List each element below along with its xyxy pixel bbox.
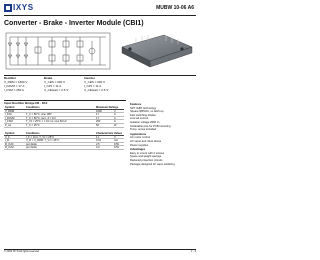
cell-conditions: per diode [26, 146, 37, 150]
cell-value: 3.0 [96, 146, 100, 150]
application-item: Power supplies [130, 143, 149, 147]
document-header [0, 0, 200, 15]
feature-item: Solderable pins for PCB mounting [130, 124, 171, 128]
cell-value: 2.5 [96, 142, 100, 146]
key-specs [4, 76, 124, 100]
spec-line: I_FSM = 250 A [4, 87, 24, 92]
col-header: Conditions [26, 132, 40, 135]
application-item: AC motor control [130, 136, 151, 140]
cell-conditions: per diode [26, 142, 37, 146]
spec-heading: Inverter [84, 76, 96, 80]
cell-symbol: P_tot [5, 123, 12, 127]
cell-conditions: T_C = 25°C [26, 123, 40, 127]
cell-symbol: R_thJH [5, 146, 14, 150]
cell-symbol: I_FSM [5, 120, 13, 124]
cell-unit: mA [114, 139, 118, 143]
max-ratings-table [4, 106, 124, 128]
spec-inverter [84, 76, 124, 91]
table-row [4, 124, 124, 128]
advantage-item: Reduced protection circuits [130, 158, 163, 162]
cell-unit: V [114, 109, 116, 113]
advantage-item: Easy to mount with 2 screws [130, 151, 165, 155]
feature-item: Low tail current [130, 117, 149, 121]
cell-conditions: T_VJ = 25°C; t = 10 ms; sine 50 Hz [26, 120, 67, 124]
cell-symbol: R_thJC [5, 142, 14, 146]
col-header: Symbol [5, 132, 15, 135]
cell-conditions: I_F = 10 A; T_VJ = 25°C [26, 135, 55, 139]
advantage-item: Space and weight savings [130, 155, 162, 159]
cell-symbol: I_FAV [5, 113, 12, 117]
col-header: Conditions [26, 106, 40, 109]
cell-value: 17 [96, 113, 99, 117]
cell-unit: K/W [114, 146, 119, 150]
spec-line: V_RRM = 1600 V [4, 80, 28, 84]
characteristics-table [4, 132, 124, 150]
cell-value: 50 [96, 123, 99, 127]
spec-rectifier [4, 76, 44, 91]
cell-value: 1600 [96, 109, 102, 113]
spec-line: V_CES = 600 V [44, 80, 66, 84]
cell-symbol: I_DAVM [5, 116, 15, 120]
cell-symbol: V_F [5, 135, 10, 139]
spec-heading: Brake [44, 76, 53, 80]
spec-heading: Rectifier [4, 76, 17, 80]
feature-item: Temp. sense included [130, 128, 156, 132]
table-row [4, 146, 124, 150]
cell-unit: A [114, 120, 116, 124]
spec-line: I_DAVM = 17 A [4, 83, 25, 88]
ixys-logo [4, 4, 34, 12]
cell-unit: K/W [114, 142, 119, 146]
cell-symbol: V_RRM [5, 109, 15, 113]
feature-item: Isolation voltage 2500 V~ [130, 120, 161, 124]
cell-unit: A [114, 113, 116, 117]
header-divider [4, 15, 196, 16]
spec-line: V_CES = 600 V [84, 80, 106, 84]
application-item: AC servo and robot drives [130, 139, 162, 143]
brand-name: IXYS [13, 3, 34, 12]
spec-line: I_C25 = 11 A [44, 83, 62, 88]
feature-item: NPT IGBT technology [130, 106, 157, 110]
cell-unit: A [114, 116, 116, 120]
feature-item: Square RBSOA, no latch-up [130, 110, 164, 114]
cell-symbol: I_R [5, 139, 10, 143]
page-number: 1 - 4 [190, 250, 196, 253]
applications-heading: Applications [130, 132, 147, 136]
col-header: Symbol [5, 106, 15, 109]
spec-brake [44, 76, 84, 91]
spec-line: V_CE(sat) = 2.5 V [84, 87, 109, 92]
cell-conditions: V_R = V_RRM; T_VJ = 25°C [26, 139, 60, 143]
cell-unit: V [114, 135, 116, 139]
cell-conditions: T_C = 80°C; sine 180° [26, 113, 52, 117]
advantage-item: Package designed for wave soldering [130, 162, 175, 166]
advantages-heading: Advantages [130, 148, 146, 152]
module-photo [116, 29, 196, 75]
feature-item: Fast switching diodes [130, 113, 156, 117]
cell-value: 1.1 [96, 135, 100, 139]
cell-value: 17 [96, 116, 99, 120]
cell-value: 0.01 [96, 139, 102, 143]
circuit-schematic [4, 31, 112, 71]
document-title: Converter - Brake - Inverter Module (CBI1) [4, 20, 144, 27]
features-panel [130, 102, 196, 166]
table1-section-title: Input Rectifier Bridge D8 - D13 [4, 101, 48, 105]
spec-line: I_C25 = 11 A [84, 83, 102, 88]
cell-unit: W [114, 123, 117, 127]
col-header: Characteristic Values [96, 132, 123, 135]
features-heading: Features [130, 103, 142, 106]
spec-line: V_CE(sat) = 2.5 V [44, 87, 69, 92]
cell-conditions: T_C = 80°C; rect.; d = 1/3 [26, 116, 56, 120]
logo-mark-icon [4, 4, 12, 12]
col-header: Maximum Ratings [96, 106, 119, 109]
copyright-text: © 2000 IXYS All rights reserved [4, 250, 40, 253]
part-number: MUBW 10-06 A6 [156, 5, 194, 11]
cell-value: 250 [96, 120, 101, 124]
